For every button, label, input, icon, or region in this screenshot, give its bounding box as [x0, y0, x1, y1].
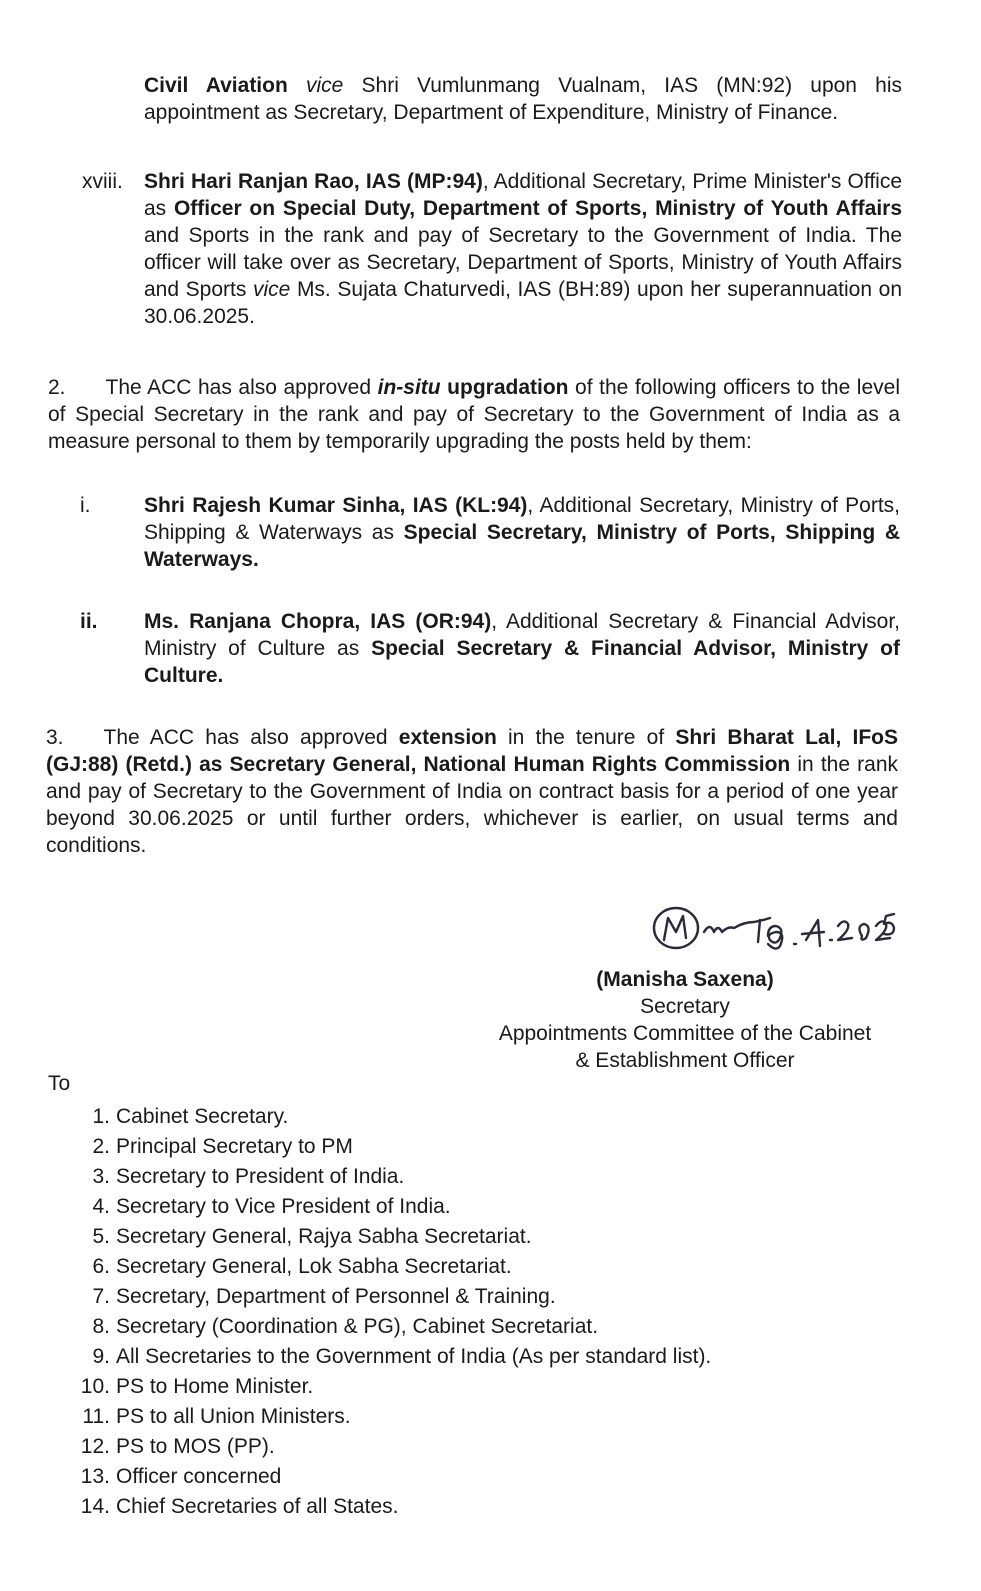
recipient-item: [78, 1162, 778, 1192]
recipient-text: Secretary to President of India.: [116, 1165, 405, 1188]
recipient-item: [78, 1432, 778, 1462]
signatory-name: (Manisha Saxena): [596, 968, 774, 991]
recipient-item: [78, 1342, 778, 1372]
distribution-list: [78, 1102, 778, 1522]
signatory-office-line-2: & Establishment Officer: [575, 1049, 795, 1072]
paragraph-3-officer: Shri Bharat Lal, IFoS (GJ:88) (Retd.) as Secretary General, National Human Rights Commission: [46, 726, 898, 776]
recipient-number: 3.: [92, 1165, 110, 1188]
signatory-designation: Secretary: [640, 995, 730, 1018]
recipient-item: [78, 1402, 778, 1432]
item-i-name: Shri Rajesh Kumar Sinha, IAS (KL:94): [144, 494, 528, 517]
paragraph-2: [48, 374, 900, 455]
recipient-item: [78, 1372, 778, 1402]
continuation-text: Shri Vumlunmang Vualnam, IAS (MN:92) upon his appointment as Secretary, Department of Expenditure, Ministry of Finance.: [144, 74, 902, 124]
continuation-paragraph: [144, 72, 902, 126]
item-xviii-text-3: Ms. Sujata Chaturvedi, IAS (BH:89) upon her superannuation on 30.06.2025.: [144, 278, 903, 328]
recipient-item: [78, 1102, 778, 1132]
recipient-number: 13.: [80, 1465, 110, 1488]
item-ii-number: ii.: [80, 610, 98, 633]
item-xviii-paragraph: [144, 168, 902, 330]
recipient-number: 11.: [82, 1405, 110, 1428]
paragraph-3-text-3: in the rank and pay of Secretary to the Government of India on contract basis for a period of one year beyond 30.06.2025 or until further orders, whichever is earlier, on usual terms and conditions.: [46, 753, 898, 857]
recipient-item: [78, 1462, 778, 1492]
paragraph-2-number: 2.: [48, 376, 66, 399]
recipient-text: All Secretaries to the Government of India (As per standard list).: [116, 1345, 712, 1368]
item-ii-post: Special Secretary & Financial Advisor, Ministry of Culture.: [144, 637, 900, 687]
paragraph-2-in-situ: in-situ: [377, 376, 441, 399]
item-ii-name: Ms. Ranjana Chopra, IAS (OR:94): [144, 610, 492, 633]
recipient-text: PS to all Union Ministers.: [116, 1405, 351, 1428]
recipient-text: PS to Home Minister.: [116, 1375, 314, 1398]
paragraph-3: [46, 724, 898, 859]
recipient-item: [78, 1282, 778, 1312]
recipient-number: 5.: [92, 1225, 110, 1248]
recipient-item: [78, 1492, 778, 1522]
paragraph-3-text-1: The ACC has also approved: [103, 726, 399, 749]
distribution-heading: [48, 1070, 70, 1097]
recipient-text: Principal Secretary to PM: [116, 1135, 353, 1158]
item-i-paragraph: [144, 492, 900, 573]
recipient-text: Cabinet Secretary.: [116, 1105, 289, 1128]
item-xviii-text-2: and Sports in the rank and pay of Secretary to the Government of India. The officer will take over as Secretary, Department of Sports, Ministry of Youth Affairs and Sports: [144, 224, 902, 301]
recipient-item: [78, 1222, 778, 1252]
recipient-number: 4.: [92, 1195, 110, 1218]
paragraph-3-text-2: in the tenure of: [496, 726, 676, 749]
item-i-post: Special Secretary, Ministry of Ports, Shipping & Waterways.: [144, 521, 900, 571]
recipient-text: Secretary General, Lok Sabha Secretariat.: [116, 1255, 512, 1278]
recipient-text: Secretary to Vice President of India.: [116, 1195, 451, 1218]
recipient-text: Chief Secretaries of all States.: [116, 1495, 399, 1518]
recipient-number: 2.: [92, 1135, 110, 1158]
recipient-number: 8.: [92, 1315, 110, 1338]
paragraph-3-extension: extension: [398, 726, 497, 749]
recipient-number: 14.: [80, 1495, 110, 1518]
paragraph-2-text-2: of the following officers to the level of Special Secretary in the rank and pay of Secretary to the Government of India as a measure personal to them by temporarily upgrading the posts held by them:: [48, 376, 900, 453]
recipient-item: [78, 1312, 778, 1342]
item-xviii-post: Officer on Special Duty, Department of Sports, Ministry of Youth Affairs: [173, 197, 903, 220]
continuation-bold: Civil Aviation: [144, 74, 288, 97]
item-xviii-text-1: , Additional Secretary, Prime Minister's Office as: [144, 170, 902, 220]
recipient-number: 10.: [80, 1375, 110, 1398]
item-xviii-italic: vice: [252, 278, 291, 301]
recipient-number: 12.: [80, 1435, 110, 1458]
handwritten-signature: [640, 896, 900, 966]
paragraph-3-number: 3.: [46, 726, 64, 749]
recipient-item: [78, 1192, 778, 1222]
recipient-text: Officer concerned: [116, 1465, 282, 1488]
recipient-text: Secretary, Department of Personnel & Training.: [116, 1285, 556, 1308]
recipient-text: Secretary General, Rajya Sabha Secretariat.: [116, 1225, 532, 1248]
item-i-text: , Additional Secretary, Ministry of Ports, Shipping & Waterways as: [144, 494, 901, 544]
to-label: To: [48, 1072, 71, 1095]
item-xviii-name: Shri Hari Ranjan Rao, IAS (MP:94): [144, 170, 483, 193]
item-i-number: i.: [80, 494, 91, 517]
recipient-number: 9.: [92, 1345, 110, 1368]
paragraph-2-text-1: The ACC has also approved: [105, 376, 378, 399]
recipient-text: Secretary (Coordination & PG), Cabinet Secretariat.: [116, 1315, 599, 1338]
recipient-text: PS to MOS (PP).: [116, 1435, 275, 1458]
recipient-item: [78, 1252, 778, 1282]
item-xviii-number: xviii.: [82, 170, 123, 193]
recipient-list: [78, 1102, 778, 1522]
recipient-item: [78, 1132, 778, 1162]
signature-block: [640, 896, 900, 966]
recipient-number: 1.: [92, 1105, 110, 1128]
item-ii-text: , Additional Secretary & Financial Advisor, Ministry of Culture as: [144, 610, 900, 660]
signatory-details: [470, 966, 900, 1074]
continuation-italic: vice: [305, 74, 344, 97]
recipient-number: 7.: [92, 1285, 110, 1308]
recipient-number: 6.: [92, 1255, 110, 1278]
paragraph-2-upgradation: upgradation: [440, 376, 569, 399]
item-ii-paragraph: [144, 608, 900, 689]
signatory-office-line-1: Appointments Committee of the Cabinet: [498, 1022, 872, 1045]
